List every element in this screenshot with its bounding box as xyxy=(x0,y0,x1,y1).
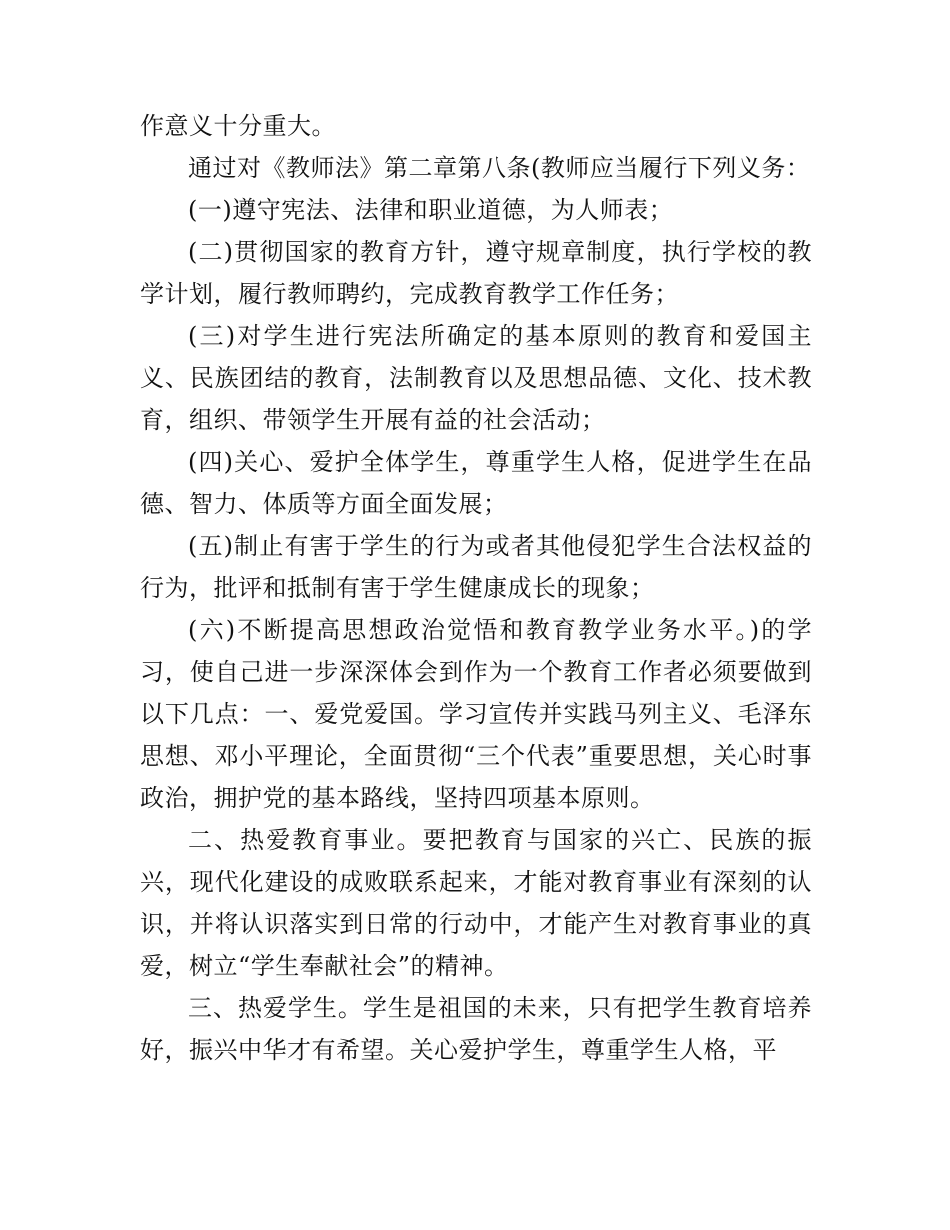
paragraph-5: (三)对学生进行宪法所确定的基本原则的教育和爱国主义、民族团结的教育，法制教育以及思想品德、文化、技术教育，组织、带领学生开展有益的社会活动； xyxy=(140,322,812,434)
paragraph-1: 作意义十分重大。 xyxy=(140,112,336,140)
paragraph-8: (六)不断提高思想政治觉悟和教育教学业务水平。)的学习，使自己进一步深深体会到作为一个教育工作者必须要做到以下几点：一、爱党爱国。学习宣传并实践马列主义、毛泽东思想、邓小平理论，全面贯彻“三个代表”重要思想，关心时事政治，拥护党的基本路线，坚持四项基本原则。 xyxy=(140,616,812,812)
document-body xyxy=(140,105,812,1071)
paragraph-9: 二、热爱教育事业。要把教育与国家的兴亡、民族的振兴，现代化建设的成败联系起来，才能对教育事业有深刻的认识，并将认识落实到日常的行动中，才能产生对教育事业的真爱，树立“学生奉献社会”的精神。 xyxy=(140,826,812,980)
paragraph-3: (一)遵守宪法、法律和职业道德，为人师表； xyxy=(188,196,674,224)
paragraph-4: (二)贯彻国家的教育方针，遵守规章制度，执行学校的教学计划，履行教师聘约，完成教育教学工作任务； xyxy=(140,238,812,308)
paragraph-10: 三、热爱学生。学生是祖国的未来，只有把学生教育培养好，振兴中华才有希望。关心爱护学生，尊重学生人格，平 xyxy=(140,994,812,1064)
paragraph-7: (五)制止有害于学生的行为或者其他侵犯学生合法权益的行为，批评和抵制有害于学生健康成长的现象； xyxy=(140,532,812,602)
paragraph-2: 通过对《教师法》第二章第八条(教师应当履行下列义务： xyxy=(188,154,811,182)
paragraph-6: (四)关心、爱护全体学生，尊重学生人格，促进学生在品德、智力、体质等方面全面发展； xyxy=(140,448,812,518)
